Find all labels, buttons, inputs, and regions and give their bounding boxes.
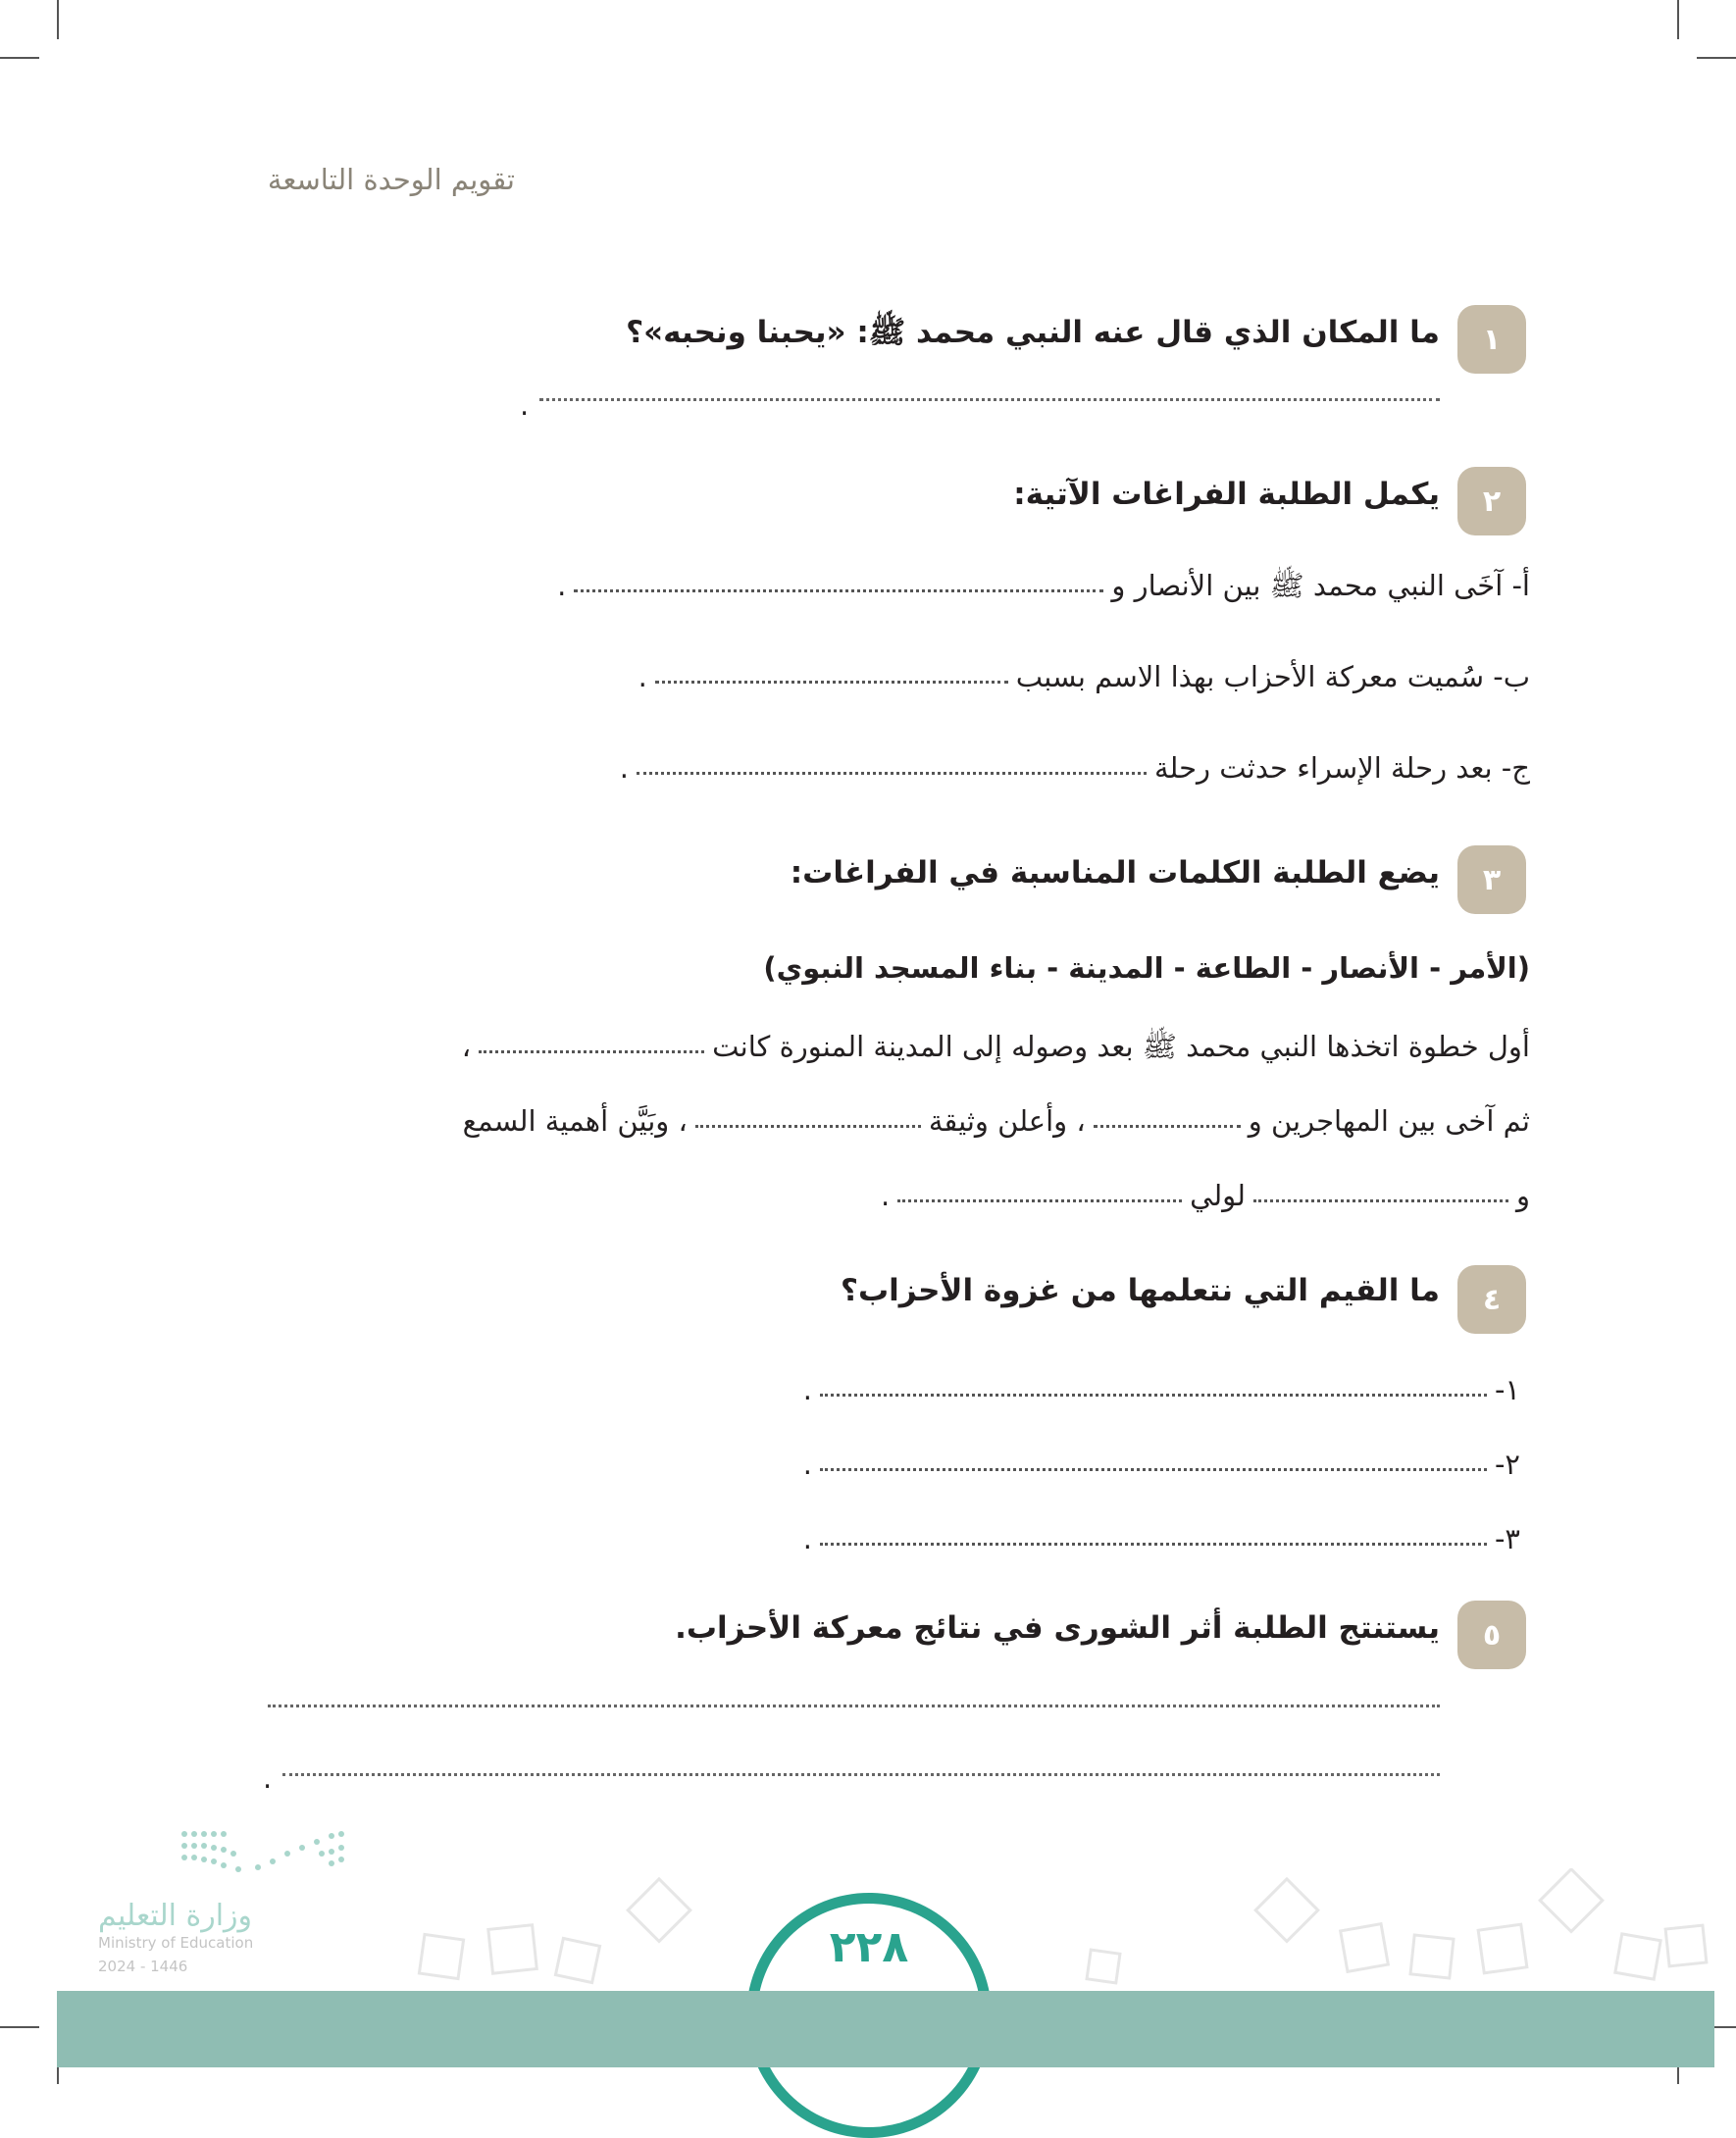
period-mark: .: [802, 1522, 812, 1555]
crop-mark: [0, 57, 39, 59]
period-mark: .: [802, 1373, 812, 1406]
comma-mark: ،: [461, 1030, 472, 1063]
page-number: ٢٢٨: [829, 1922, 909, 1972]
q2-item-b-text: ب- سُميت معركة الأحزاب بهذا الاسم بسبب: [1015, 660, 1530, 693]
answer-blank[interactable]: [574, 583, 1103, 592]
q3-line-2-text-c: ، وبَيَّن أهمية السمع: [462, 1104, 688, 1138]
decorative-pattern: [402, 1868, 1716, 1991]
q3-line-3-text-b: لولي: [1190, 1179, 1246, 1212]
answer-blank[interactable]: [897, 1193, 1182, 1202]
q2-item-a: [557, 569, 1530, 610]
answer-blank[interactable]: [655, 674, 1008, 684]
crop-mark: [0, 2026, 39, 2028]
answer-blank[interactable]: [820, 1387, 1487, 1397]
question-badge-4: ٤: [1457, 1265, 1526, 1334]
q2-item-a-text: أ- آخَى النبي محمد ﷺ بين الأنصار و: [1111, 569, 1530, 602]
question-badge-1: ١: [1457, 305, 1526, 374]
answer-line-5b[interactable]: [282, 1773, 1440, 1776]
period-mark: .: [619, 751, 629, 785]
q4-item-3: [803, 1522, 1520, 1555]
question-badge-2: ٢: [1457, 467, 1526, 535]
crop-mark: [57, 0, 59, 39]
unit-title: تقويم الوحدة التاسعة: [267, 163, 515, 196]
q4-item-2-number: ٢-: [1494, 1448, 1520, 1481]
answer-blank[interactable]: [1094, 1118, 1241, 1128]
q3-line-1: [462, 1030, 1530, 1071]
period-mark: .: [520, 388, 530, 422]
q3-line-3-text-a: و: [1515, 1179, 1530, 1212]
answer-line-5a[interactable]: [268, 1705, 1440, 1707]
q3-line-1-text: أول خطوة اتخذها النبي محمد ﷺ بعد وصوله إلى المدينة المنورة كانت: [712, 1030, 1530, 1063]
question-4-text: ما القيم التي نتعلمها من غزوة الأحزاب؟: [841, 1273, 1440, 1308]
q4-item-2: [803, 1448, 1520, 1481]
footer-band: [57, 1991, 1714, 2067]
q2-item-c-text: ج- بعد رحلة الإسراء حدثت رحلة: [1153, 751, 1530, 785]
period-mark: .: [638, 660, 647, 693]
ministry-year: 2024 - 1446: [98, 1958, 188, 1975]
answer-blank[interactable]: [479, 1044, 704, 1053]
question-2-text: يكمل الطلبة الفراغات الآتية:: [1013, 477, 1440, 512]
q2-item-c: [620, 751, 1530, 785]
question-3-text: يضع الطلبة الكلمات المناسبة في الفراغات:: [790, 855, 1440, 891]
answer-blank[interactable]: [820, 1461, 1487, 1471]
answer-blank[interactable]: [1253, 1193, 1508, 1202]
ministry-name-ar: وزارة التعليم: [98, 1899, 253, 1933]
period-mark: .: [557, 569, 567, 602]
q3-line-2-text-b: ، وأعلن وثيقة: [928, 1104, 1086, 1138]
answer-blank[interactable]: [637, 765, 1147, 775]
question-5-text: يستنتج الطلبة أثر الشورى في نتائج معركة الأحزاب.: [675, 1610, 1440, 1646]
q4-item-1: [803, 1373, 1520, 1406]
q3-line-3: [881, 1179, 1530, 1212]
crop-mark: [1677, 0, 1679, 39]
answer-blank[interactable]: [820, 1536, 1487, 1546]
q3-line-2: [463, 1104, 1530, 1138]
crop-mark: [1697, 57, 1736, 59]
answer-line-1[interactable]: [539, 398, 1440, 401]
ministry-logo-icon: [96, 1824, 351, 1893]
period-mark: .: [802, 1448, 812, 1481]
question-badge-3: ٣: [1457, 845, 1526, 914]
ministry-name-en: Ministry of Education: [98, 1934, 254, 1952]
question-badge-5: ٥: [1457, 1601, 1526, 1669]
q3-word-bank: (الأمر - الأنصار - الطاعة - المدينة - بناء المسجد النبوي): [763, 951, 1530, 985]
q3-line-2-text-a: ثم آخى بين المهاجرين و: [1248, 1104, 1530, 1138]
question-1-text: ما المكان الذي قال عنه النبي محمد ﷺ: «يحبنا ونحبه»؟: [626, 315, 1440, 350]
q4-item-1-number: ١-: [1494, 1373, 1520, 1406]
answer-blank[interactable]: [695, 1118, 921, 1128]
period-mark: .: [263, 1761, 273, 1795]
q4-item-3-number: ٣-: [1494, 1522, 1520, 1555]
period-mark: .: [880, 1179, 891, 1212]
q2-item-b: [638, 660, 1530, 693]
